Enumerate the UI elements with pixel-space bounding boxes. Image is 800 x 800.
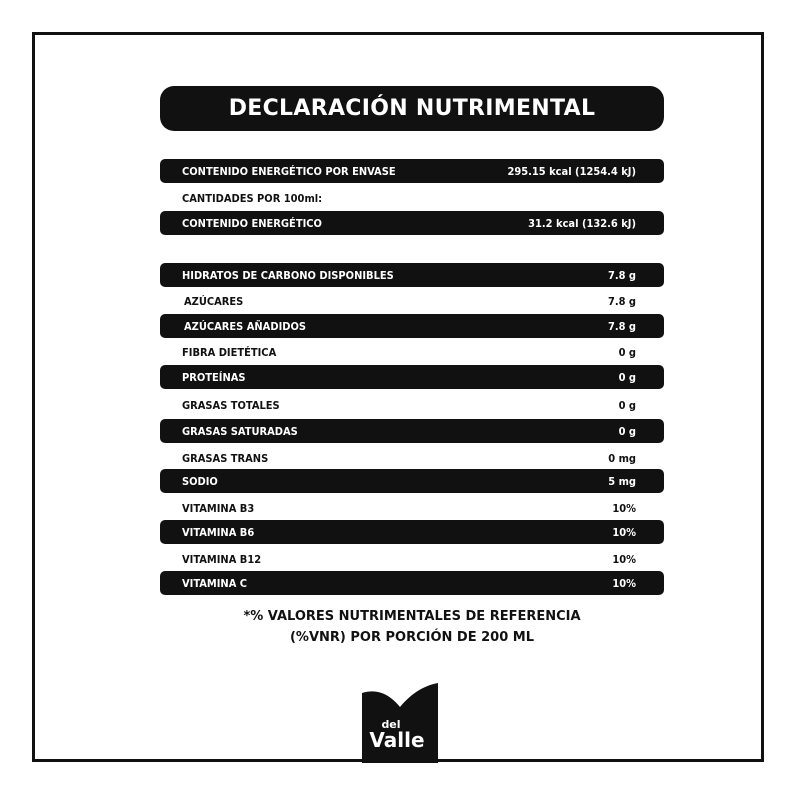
- nutrition-row-sodium: [160, 469, 664, 493]
- nutrition-row-trans-fat: [160, 446, 664, 470]
- footnote-line-2: (%VNR) POR PORCIÓN DE 200 ML: [289, 630, 534, 645]
- row-value: 7.8 g: [607, 294, 636, 308]
- row-value: 31.2 kcal (132.6 kJ): [528, 216, 636, 230]
- row-label: CONTENIDO ENERGÉTICO POR ENVASE: [182, 164, 396, 178]
- row-label: VITAMINA B12: [182, 552, 262, 566]
- row-label: FIBRA DIETÉTICA: [182, 345, 277, 359]
- row-label: VITAMINA B3: [182, 501, 255, 515]
- footnote: [160, 606, 664, 648]
- nutrition-row-protein: [160, 365, 664, 389]
- footnote-line-1: *% VALORES NUTRIMENTALES DE REFERENCIA: [243, 609, 581, 624]
- page-title: DECLARACIÓN NUTRIMENTAL: [228, 96, 596, 121]
- nutrition-row-total-fat: [160, 393, 664, 417]
- row-value: 0 g: [618, 345, 636, 359]
- row-label: HIDRATOS DE CARBONO DISPONIBLES: [182, 268, 394, 282]
- nutrition-row-sugars: [160, 289, 664, 313]
- row-value: 0 mg: [608, 451, 636, 465]
- nutrition-row-energy: [160, 211, 664, 235]
- row-value: 10%: [612, 552, 636, 566]
- row-label: CANTIDADES POR 100ml:: [182, 191, 323, 205]
- row-value: 10%: [612, 525, 636, 539]
- nutrition-row-energy-per-package: [160, 159, 664, 183]
- title-bar: [160, 86, 664, 131]
- row-value: 10%: [612, 501, 636, 515]
- nutrition-row-fiber: [160, 340, 664, 364]
- row-label: GRASAS TRANS: [182, 451, 269, 465]
- nutrition-row-vitamin-c: [160, 571, 664, 595]
- row-value: 295.15 kcal (1254.4 kJ): [507, 164, 636, 178]
- row-value: 0 g: [618, 424, 636, 438]
- row-label: PROTEÍNAS: [182, 370, 246, 384]
- row-label: AZÚCARES: [184, 294, 244, 308]
- row-label: SODIO: [182, 474, 218, 488]
- nutrition-row-vitamin-b3: [160, 496, 664, 520]
- row-value: 7.8 g: [607, 268, 636, 282]
- logo-text-valle: Valle: [369, 728, 425, 752]
- row-label: VITAMINA C: [182, 576, 248, 590]
- row-value: 5 mg: [608, 474, 636, 488]
- del-valle-logo: [362, 683, 438, 763]
- nutrition-row-added-sugars: [160, 314, 664, 338]
- row-value: 10%: [612, 576, 636, 590]
- nutrition-row-per-100ml: [160, 186, 664, 210]
- nutrition-row-vitamin-b6: [160, 520, 664, 544]
- nutrition-row-carbohydrates: [160, 263, 664, 287]
- row-value: 0 g: [618, 398, 636, 412]
- row-label: CONTENIDO ENERGÉTICO: [182, 216, 322, 230]
- row-value: 0 g: [618, 370, 636, 384]
- row-label: VITAMINA B6: [182, 525, 255, 539]
- nutrition-row-vitamin-b12: [160, 547, 664, 571]
- logo-text-del: del: [381, 718, 401, 731]
- row-label: AZÚCARES AÑADIDOS: [184, 319, 306, 333]
- row-value: 7.8 g: [607, 319, 636, 333]
- nutrition-row-saturated-fat: [160, 419, 664, 443]
- row-label: GRASAS SATURADAS: [182, 424, 298, 438]
- row-label: GRASAS TOTALES: [182, 398, 280, 412]
